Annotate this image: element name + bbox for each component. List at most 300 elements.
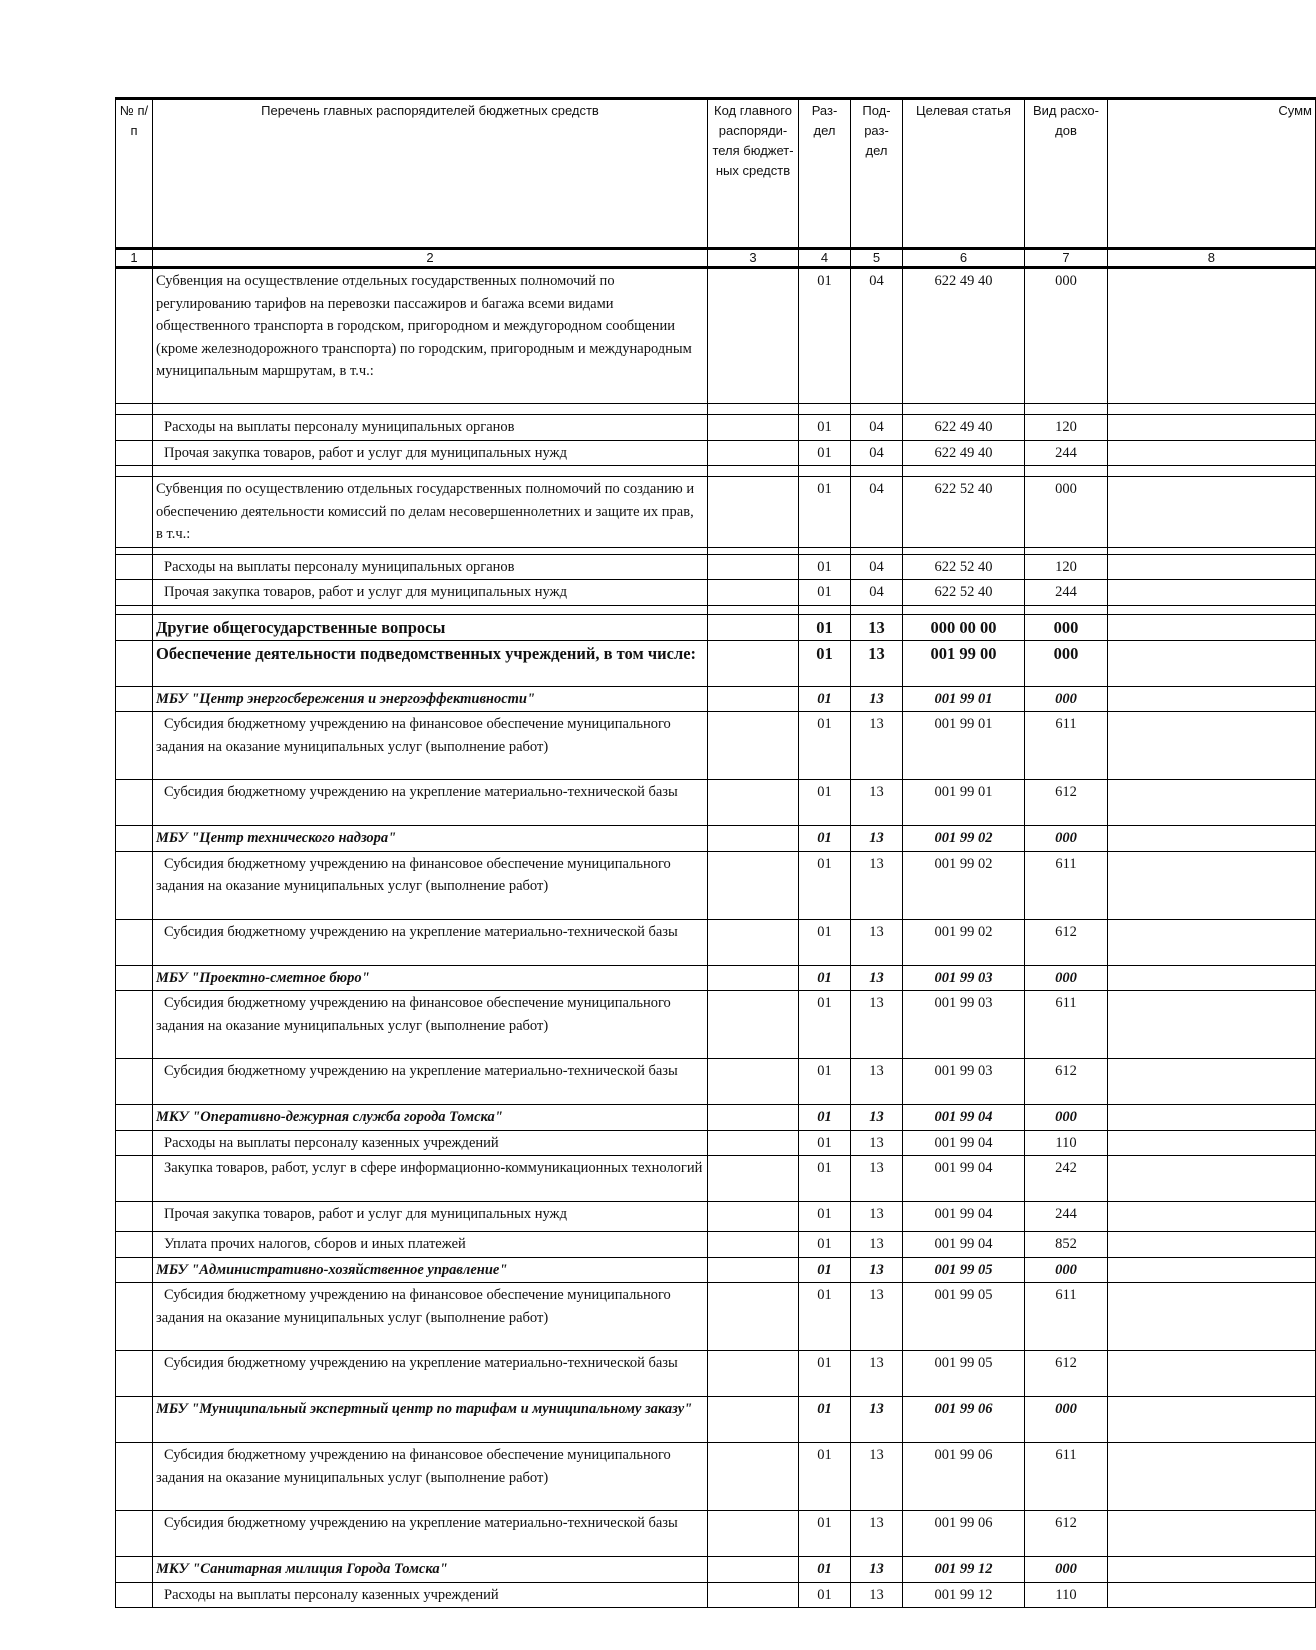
row-sum-cell — [1108, 554, 1316, 580]
row-podrazdel-cell: 13 — [851, 919, 903, 965]
row-razdel-cell: 01 — [799, 640, 851, 686]
row-statya-cell: 000 00 00 — [903, 614, 1025, 640]
row-vid-cell: 000 — [1025, 268, 1108, 404]
row-vid-cell: 611 — [1025, 851, 1108, 919]
table-row — [116, 477, 1316, 548]
row-razdel-cell: 01 — [799, 1232, 851, 1258]
row-vid-cell: 611 — [1025, 1283, 1108, 1351]
row-name-cell: Расходы на выплаты персоналу муниципальных органов — [153, 554, 708, 580]
row-number-cell — [116, 712, 153, 780]
table-row — [116, 440, 1316, 466]
row-vid-cell: 120 — [1025, 415, 1108, 441]
row-name-cell: Уплата прочих налогов, сборов и иных платежей — [153, 1232, 708, 1258]
row-code-cell — [708, 1351, 799, 1397]
row-razdel-cell: 01 — [799, 965, 851, 991]
row-number-cell — [116, 1202, 153, 1232]
row-sum-cell — [1108, 851, 1316, 919]
spacer-cell — [851, 605, 903, 614]
row-podrazdel-cell: 13 — [851, 1443, 903, 1511]
row-name-cell: Расходы на выплаты персоналу казенных учреждений — [153, 1582, 708, 1608]
spacer-cell — [1025, 404, 1108, 415]
spacer-cell — [799, 547, 851, 554]
row-code-cell — [708, 1443, 799, 1511]
spacer-cell — [799, 404, 851, 415]
table-row — [116, 640, 1316, 686]
row-code-cell — [708, 1511, 799, 1557]
row-razdel-cell: 01 — [799, 1397, 851, 1443]
row-razdel-cell: 01 — [799, 415, 851, 441]
row-vid-cell: 611 — [1025, 712, 1108, 780]
spacer-cell — [903, 605, 1025, 614]
table-row — [116, 554, 1316, 580]
row-razdel-cell: 01 — [799, 1351, 851, 1397]
spacer-cell — [116, 605, 153, 614]
row-name-cell: МКУ "Санитарная милиция Города Томска" — [153, 1557, 708, 1583]
row-podrazdel-cell: 13 — [851, 1511, 903, 1557]
row-code-cell — [708, 712, 799, 780]
row-statya-cell: 001 99 05 — [903, 1257, 1025, 1283]
row-number-cell — [116, 477, 153, 548]
row-podrazdel-cell: 04 — [851, 477, 903, 548]
row-name-cell: Субсидия бюджетному учреждению на укрепление материально-технической базы — [153, 1351, 708, 1397]
row-podrazdel-cell: 13 — [851, 712, 903, 780]
row-number-cell — [116, 1105, 153, 1131]
table-row — [116, 851, 1316, 919]
row-razdel-cell: 01 — [799, 477, 851, 548]
spacer-cell — [153, 466, 708, 477]
row-sum-cell — [1108, 415, 1316, 441]
row-code-cell — [708, 415, 799, 441]
row-statya-cell: 001 99 06 — [903, 1443, 1025, 1511]
row-statya-cell: 622 49 40 — [903, 268, 1025, 404]
row-podrazdel-cell: 13 — [851, 1397, 903, 1443]
table-row — [116, 1557, 1316, 1583]
row-statya-cell: 622 52 40 — [903, 554, 1025, 580]
header-sum: Сумм — [1108, 99, 1316, 249]
table-row — [116, 991, 1316, 1059]
row-sum-cell — [1108, 1557, 1316, 1583]
row-sum-cell — [1108, 1059, 1316, 1105]
spacer-cell — [799, 466, 851, 477]
row-code-cell — [708, 554, 799, 580]
row-statya-cell: 001 99 03 — [903, 965, 1025, 991]
row-code-cell — [708, 1582, 799, 1608]
spacer-cell — [153, 404, 708, 415]
row-sum-cell — [1108, 1443, 1316, 1511]
row-podrazdel-cell: 13 — [851, 780, 903, 826]
row-statya-cell: 001 99 01 — [903, 780, 1025, 826]
row-name-cell: Прочая закупка товаров, работ и услуг для муниципальных нужд — [153, 1202, 708, 1232]
table-row — [116, 1202, 1316, 1232]
row-vid-cell: 000 — [1025, 614, 1108, 640]
row-razdel-cell: 01 — [799, 826, 851, 852]
header-list: Перечень главных распорядителей бюджетных средств — [153, 99, 708, 249]
row-number-cell — [116, 554, 153, 580]
spacer-cell — [708, 547, 799, 554]
row-spacer — [116, 404, 1316, 415]
row-sum-cell — [1108, 1397, 1316, 1443]
header-podrazdel: Под-раз-дел — [851, 99, 903, 249]
header-code: Код главного распоряди-теля бюджет-ных средств — [708, 99, 799, 249]
row-sum-cell — [1108, 919, 1316, 965]
row-statya-cell: 001 99 01 — [903, 686, 1025, 712]
row-vid-cell: 244 — [1025, 580, 1108, 606]
row-vid-cell: 000 — [1025, 1557, 1108, 1583]
row-statya-cell: 001 99 02 — [903, 919, 1025, 965]
row-sum-cell — [1108, 686, 1316, 712]
row-code-cell — [708, 991, 799, 1059]
row-name-cell: Другие общегосударственные вопросы — [153, 614, 708, 640]
spacer-cell — [903, 547, 1025, 554]
row-statya-cell: 001 99 12 — [903, 1557, 1025, 1583]
spacer-cell — [116, 466, 153, 477]
row-code-cell — [708, 640, 799, 686]
row-code-cell — [708, 686, 799, 712]
row-sum-cell — [1108, 477, 1316, 548]
row-code-cell — [708, 1105, 799, 1131]
column-number: 4 — [799, 249, 851, 268]
row-sum-cell — [1108, 1156, 1316, 1202]
row-vid-cell: 000 — [1025, 477, 1108, 548]
row-sum-cell — [1108, 1202, 1316, 1232]
table-row — [116, 614, 1316, 640]
row-podrazdel-cell: 13 — [851, 991, 903, 1059]
row-sum-cell — [1108, 268, 1316, 404]
column-number: 6 — [903, 249, 1025, 268]
row-razdel-cell: 01 — [799, 1443, 851, 1511]
table-row — [116, 1257, 1316, 1283]
row-podrazdel-cell: 13 — [851, 1351, 903, 1397]
row-number-cell — [116, 1351, 153, 1397]
row-sum-cell — [1108, 965, 1316, 991]
row-razdel-cell: 01 — [799, 1202, 851, 1232]
row-code-cell — [708, 780, 799, 826]
row-statya-cell: 001 99 06 — [903, 1511, 1025, 1557]
row-name-cell: Прочая закупка товаров, работ и услуг для муниципальных нужд — [153, 580, 708, 606]
row-number-cell — [116, 1257, 153, 1283]
column-number: 1 — [116, 249, 153, 268]
row-name-cell: МБУ "Проектно-сметное бюро" — [153, 965, 708, 991]
row-number-cell — [116, 1582, 153, 1608]
row-statya-cell: 622 52 40 — [903, 580, 1025, 606]
row-podrazdel-cell: 13 — [851, 1582, 903, 1608]
spacer-cell — [1108, 404, 1316, 415]
row-code-cell — [708, 1257, 799, 1283]
row-number-cell — [116, 1557, 153, 1583]
row-code-cell — [708, 1156, 799, 1202]
table-row — [116, 1351, 1316, 1397]
spacer-cell — [1108, 547, 1316, 554]
spacer-cell — [851, 466, 903, 477]
row-vid-cell: 000 — [1025, 1257, 1108, 1283]
row-code-cell — [708, 1202, 799, 1232]
row-statya-cell: 622 49 40 — [903, 415, 1025, 441]
row-razdel-cell: 01 — [799, 554, 851, 580]
header-statya: Целевая статья — [903, 99, 1025, 249]
row-razdel-cell: 01 — [799, 686, 851, 712]
table-row — [116, 1582, 1316, 1608]
table-row — [116, 1130, 1316, 1156]
row-statya-cell: 001 99 04 — [903, 1156, 1025, 1202]
row-razdel-cell: 01 — [799, 1105, 851, 1131]
row-podrazdel-cell: 13 — [851, 1202, 903, 1232]
row-razdel-cell: 01 — [799, 1130, 851, 1156]
row-code-cell — [708, 440, 799, 466]
row-number-cell — [116, 640, 153, 686]
row-name-cell: Субсидия бюджетному учреждению на укрепление материально-технической базы — [153, 780, 708, 826]
row-sum-cell — [1108, 1105, 1316, 1131]
row-code-cell — [708, 477, 799, 548]
table-row — [116, 415, 1316, 441]
row-code-cell — [708, 268, 799, 404]
row-code-cell — [708, 1059, 799, 1105]
row-sum-cell — [1108, 1351, 1316, 1397]
row-number-cell — [116, 1283, 153, 1351]
table-row — [116, 826, 1316, 852]
row-statya-cell: 001 99 04 — [903, 1105, 1025, 1131]
spacer-cell — [851, 547, 903, 554]
table-row — [116, 1105, 1316, 1131]
row-razdel-cell: 01 — [799, 440, 851, 466]
row-vid-cell: 244 — [1025, 440, 1108, 466]
row-razdel-cell: 01 — [799, 1257, 851, 1283]
row-name-cell: Обеспечение деятельности подведомственных учреждений, в том числе: — [153, 640, 708, 686]
row-vid-cell: 000 — [1025, 640, 1108, 686]
row-number-cell — [116, 1130, 153, 1156]
row-number-cell — [116, 919, 153, 965]
row-vid-cell: 612 — [1025, 1351, 1108, 1397]
row-name-cell: Прочая закупка товаров, работ и услуг для муниципальных нужд — [153, 440, 708, 466]
row-sum-cell — [1108, 1582, 1316, 1608]
spacer-cell — [903, 466, 1025, 477]
row-statya-cell: 001 99 02 — [903, 826, 1025, 852]
row-statya-cell: 001 99 12 — [903, 1582, 1025, 1608]
row-sum-cell — [1108, 640, 1316, 686]
row-podrazdel-cell: 13 — [851, 1156, 903, 1202]
table-row — [116, 1511, 1316, 1557]
row-statya-cell: 001 99 05 — [903, 1283, 1025, 1351]
row-spacer — [116, 466, 1316, 477]
row-name-cell: МКУ "Оперативно-дежурная служба города Томска" — [153, 1105, 708, 1131]
header-razdel: Раз-дел — [799, 99, 851, 249]
row-vid-cell: 110 — [1025, 1130, 1108, 1156]
column-number: 5 — [851, 249, 903, 268]
budget-table — [115, 97, 1316, 1608]
table-row — [116, 686, 1316, 712]
row-name-cell: Субсидия бюджетному учреждению на укрепление материально-технической базы — [153, 1511, 708, 1557]
row-razdel-cell: 01 — [799, 919, 851, 965]
row-podrazdel-cell: 04 — [851, 268, 903, 404]
row-name-cell: Субсидия бюджетному учреждению на финансовое обеспечение муниципального задания на оказание муниципальных услуг (выполнение работ) — [153, 712, 708, 780]
row-number-cell — [116, 965, 153, 991]
row-vid-cell: 242 — [1025, 1156, 1108, 1202]
row-name-cell: МБУ "Центр энергосбережения и энергоэффективности" — [153, 686, 708, 712]
row-sum-cell — [1108, 614, 1316, 640]
table-row — [116, 1397, 1316, 1443]
table-row — [116, 580, 1316, 606]
row-vid-cell: 000 — [1025, 1105, 1108, 1131]
row-sum-cell — [1108, 1257, 1316, 1283]
row-name-cell: Субсидия бюджетному учреждению на укрепление материально-технической базы — [153, 1059, 708, 1105]
row-podrazdel-cell: 13 — [851, 1557, 903, 1583]
row-name-cell: Субсидия бюджетному учреждению на финансовое обеспечение муниципального задания на оказание муниципальных услуг (выполнение работ) — [153, 991, 708, 1059]
row-podrazdel-cell: 13 — [851, 614, 903, 640]
row-name-cell: МБУ "Административно-хозяйственное управление" — [153, 1257, 708, 1283]
row-number-cell — [116, 614, 153, 640]
spacer-cell — [799, 605, 851, 614]
row-statya-cell: 001 99 04 — [903, 1202, 1025, 1232]
table-header-row — [116, 99, 1316, 249]
row-statya-cell: 622 52 40 — [903, 477, 1025, 548]
row-number-cell — [116, 780, 153, 826]
header-vid: Вид расхо-дов — [1025, 99, 1108, 249]
row-number-cell — [116, 686, 153, 712]
table-row — [116, 965, 1316, 991]
row-vid-cell: 120 — [1025, 554, 1108, 580]
row-sum-cell — [1108, 1130, 1316, 1156]
column-number: 2 — [153, 249, 708, 268]
row-number-cell — [116, 1397, 153, 1443]
row-vid-cell: 852 — [1025, 1232, 1108, 1258]
spacer-cell — [1025, 547, 1108, 554]
row-code-cell — [708, 1130, 799, 1156]
row-razdel-cell: 01 — [799, 780, 851, 826]
row-podrazdel-cell: 13 — [851, 851, 903, 919]
row-razdel-cell: 01 — [799, 1283, 851, 1351]
row-name-cell: Расходы на выплаты персоналу казенных учреждений — [153, 1130, 708, 1156]
table-row — [116, 712, 1316, 780]
row-code-cell — [708, 1397, 799, 1443]
row-vid-cell: 611 — [1025, 991, 1108, 1059]
row-podrazdel-cell: 13 — [851, 1257, 903, 1283]
row-number-cell — [116, 440, 153, 466]
row-vid-cell: 000 — [1025, 686, 1108, 712]
row-podrazdel-cell: 13 — [851, 1059, 903, 1105]
row-razdel-cell: 01 — [799, 1156, 851, 1202]
column-number: 8 — [1108, 249, 1316, 268]
row-podrazdel-cell: 13 — [851, 1283, 903, 1351]
row-code-cell — [708, 1283, 799, 1351]
row-sum-cell — [1108, 991, 1316, 1059]
row-razdel-cell: 01 — [799, 1557, 851, 1583]
row-code-cell — [708, 826, 799, 852]
row-vid-cell: 611 — [1025, 1443, 1108, 1511]
row-name-cell: Субсидия бюджетному учреждению на укрепление материально-технической базы — [153, 919, 708, 965]
row-name-cell: Субвенция по осуществлению отдельных государственных полномочий по созданию и обеспечению деятельности комиссий по делам несовершеннолетних и защите их прав, в т.ч.: — [153, 477, 708, 548]
row-statya-cell: 622 49 40 — [903, 440, 1025, 466]
row-statya-cell: 001 99 00 — [903, 640, 1025, 686]
row-sum-cell — [1108, 1511, 1316, 1557]
row-podrazdel-cell: 04 — [851, 554, 903, 580]
row-number-cell — [116, 1232, 153, 1258]
row-code-cell — [708, 614, 799, 640]
table-row — [116, 268, 1316, 404]
row-podrazdel-cell: 13 — [851, 1105, 903, 1131]
row-podrazdel-cell: 13 — [851, 640, 903, 686]
spacer-cell — [1108, 605, 1316, 614]
row-razdel-cell: 01 — [799, 1511, 851, 1557]
row-spacer — [116, 605, 1316, 614]
row-number-cell — [116, 991, 153, 1059]
row-podrazdel-cell: 04 — [851, 440, 903, 466]
row-number-cell — [116, 1156, 153, 1202]
table-row — [116, 1443, 1316, 1511]
row-name-cell: Субсидия бюджетному учреждению на финансовое обеспечение муниципального задания на оказание муниципальных услуг (выполнение работ) — [153, 1443, 708, 1511]
row-razdel-cell: 01 — [799, 1582, 851, 1608]
row-podrazdel-cell: 13 — [851, 826, 903, 852]
column-number-row — [116, 249, 1316, 268]
row-podrazdel-cell: 04 — [851, 580, 903, 606]
row-statya-cell: 001 99 06 — [903, 1397, 1025, 1443]
row-name-cell: Субвенция на осуществление отдельных государственных полномочий по регулированию тарифов на перевозки пассажиров и багажа всеми видами общественного транспорта в городском, пригородном и междугородном сообщении (кроме железнодорожного транспорта) по городским, пригородным и международным муниципальным маршрутам, в т.ч.: — [153, 268, 708, 404]
table-row — [116, 1156, 1316, 1202]
spacer-cell — [708, 605, 799, 614]
row-podrazdel-cell: 04 — [851, 415, 903, 441]
table-row — [116, 1283, 1316, 1351]
row-name-cell: Закупка товаров, работ, услуг в сфере информационно-коммуникационных технологий — [153, 1156, 708, 1202]
row-razdel-cell: 01 — [799, 851, 851, 919]
row-number-cell — [116, 580, 153, 606]
spacer-cell — [903, 404, 1025, 415]
table-row — [116, 1232, 1316, 1258]
row-number-cell — [116, 1511, 153, 1557]
row-name-cell: Расходы на выплаты персоналу муниципальных органов — [153, 415, 708, 441]
row-vid-cell: 000 — [1025, 965, 1108, 991]
row-number-cell — [116, 826, 153, 852]
table-row — [116, 919, 1316, 965]
row-name-cell: Субсидия бюджетному учреждению на финансовое обеспечение муниципального задания на оказание муниципальных услуг (выполнение работ) — [153, 851, 708, 919]
row-statya-cell: 001 99 03 — [903, 991, 1025, 1059]
row-number-cell — [116, 851, 153, 919]
spacer-cell — [116, 547, 153, 554]
spacer-cell — [1108, 466, 1316, 477]
row-code-cell — [708, 1557, 799, 1583]
row-statya-cell: 001 99 02 — [903, 851, 1025, 919]
row-razdel-cell: 01 — [799, 991, 851, 1059]
column-number: 7 — [1025, 249, 1108, 268]
column-number: 3 — [708, 249, 799, 268]
row-number-cell — [116, 415, 153, 441]
row-vid-cell: 000 — [1025, 826, 1108, 852]
spacer-cell — [708, 404, 799, 415]
spacer-cell — [851, 404, 903, 415]
row-podrazdel-cell: 13 — [851, 1130, 903, 1156]
row-vid-cell: 612 — [1025, 1059, 1108, 1105]
row-vid-cell: 110 — [1025, 1582, 1108, 1608]
row-sum-cell — [1108, 1283, 1316, 1351]
row-sum-cell — [1108, 440, 1316, 466]
row-podrazdel-cell: 13 — [851, 686, 903, 712]
row-number-cell — [116, 1059, 153, 1105]
row-code-cell — [708, 851, 799, 919]
row-statya-cell: 001 99 03 — [903, 1059, 1025, 1105]
spacer-cell — [1025, 605, 1108, 614]
row-sum-cell — [1108, 712, 1316, 780]
spacer-cell — [153, 547, 708, 554]
row-vid-cell: 244 — [1025, 1202, 1108, 1232]
header-number: № п/п — [116, 99, 153, 249]
row-number-cell — [116, 1443, 153, 1511]
spacer-cell — [153, 605, 708, 614]
row-statya-cell: 001 99 04 — [903, 1232, 1025, 1258]
row-sum-cell — [1108, 780, 1316, 826]
row-statya-cell: 001 99 04 — [903, 1130, 1025, 1156]
row-podrazdel-cell: 13 — [851, 1232, 903, 1258]
table-row — [116, 1059, 1316, 1105]
row-vid-cell: 612 — [1025, 919, 1108, 965]
row-code-cell — [708, 580, 799, 606]
row-statya-cell: 001 99 01 — [903, 712, 1025, 780]
